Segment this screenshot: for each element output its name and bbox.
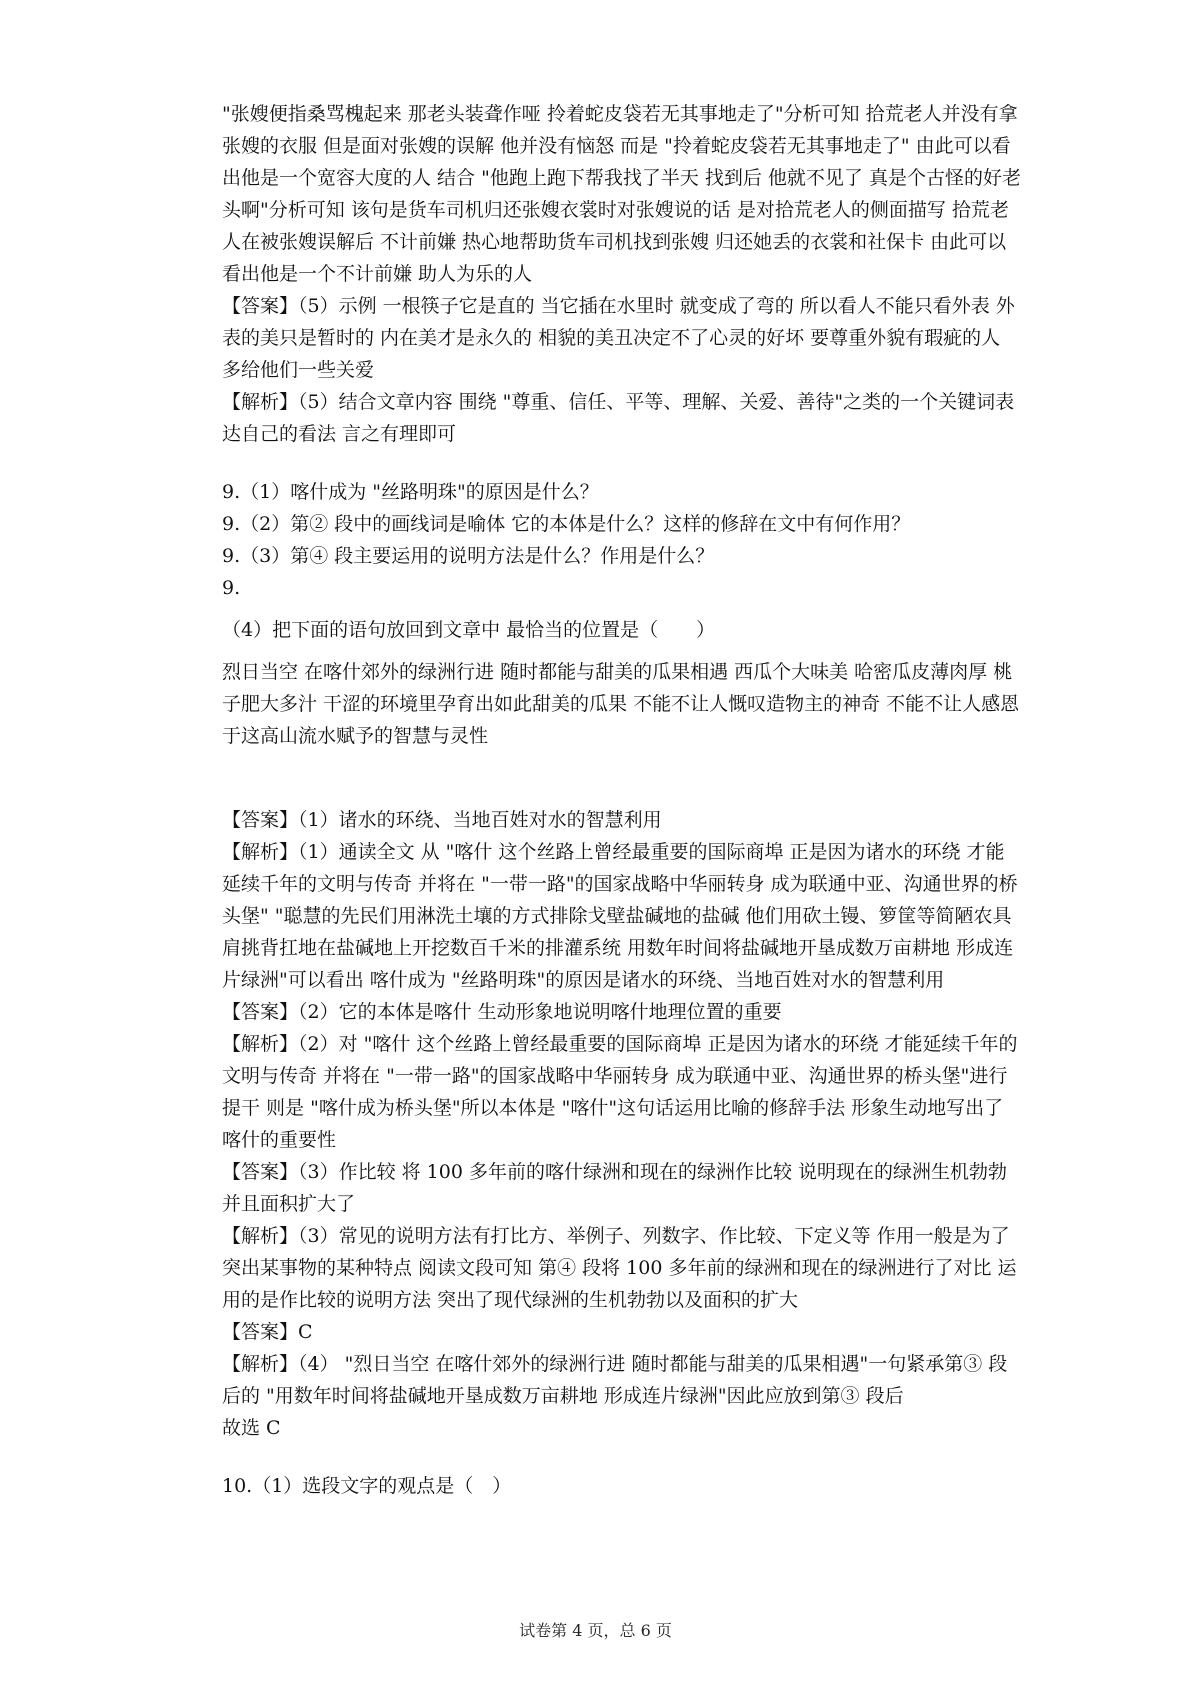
spacer bbox=[222, 450, 1022, 476]
answer-9-2: 【答案】（2）它的本体是喀什 生动形象地说明喀什地理位置的重要 bbox=[222, 1001, 782, 1023]
analysis-9-3: 【解析】（3）常见的说明方法有打比方、举例子、列数字、作比较、下定义等 作用一般是为了突出某事物的某种特点 阅读文段可知 第④ 段将 100 多年前的绿洲和现在的绿洲进行了对比 运用的是作比较的说明方法 突出了现代绿洲的生机勃勃以及面积的扩大 bbox=[222, 1225, 1017, 1311]
question-9-3: 9.（3）第④ 段主要运用的说明方法是什么？作用是什么？ bbox=[222, 545, 715, 567]
page-footer: 试卷第 4 页，总 6 页 bbox=[519, 1621, 672, 1640]
answer-9-1: 【答案】（1）诸水的环绕、当地百姓对水的智慧利用 bbox=[222, 809, 662, 831]
analysis-paragraph-1: "张嫂便指桑骂槐起来 那老头装聋作哑 拎着蛇皮袋若无其事地走了"分析可知 拾荒老人并没有拿张嫂的衣服 但是面对张嫂的误解 他并没有恼怒 而是 "拎着蛇皮袋若无其事地走了" 由此可以看出他是一个宽容大度的人 结合 "他跑上跑下帮我找了半天 找到后 他就不见了 真是个古怪的好老头啊"分析可知 该句是货车司机归还张嫂衣裳时对张嫂说的话 是对拾荒老人的侧面描写 拾荒老人在被张嫂误解后 不计前嫌 热心地帮助货车司机找到张嫂 归还她丢的衣裳和社保卡 由此可以看出他是一个不计前嫌 助人为乐的人 bbox=[222, 103, 1021, 285]
question-9-2: 9.（2）第② 段中的画线词是喻体 它的本体是什么？这样的修辞在文中有何作用？ bbox=[222, 513, 911, 535]
spacer bbox=[222, 604, 1022, 614]
question-9-4-prompt: （4）把下面的语句放回到文章中 最恰当的位置是（ ） bbox=[222, 619, 716, 641]
question-9-1: 9.（1）喀什成为 "丝路明珠"的原因是什么？ bbox=[222, 481, 599, 503]
spacer bbox=[222, 646, 1022, 656]
answer-9-3: 【答案】（3）作比较 将 100 多年前的喀什绿洲和现在的绿洲作比较 说明现在的绿洲生机勃勃并且面积扩大了 bbox=[222, 1161, 1008, 1215]
answer-5: 【答案】（5）示例 一根筷子它是直的 当它插在水里时 就变成了弯的 所以看人不能只看外表 外表的美只是暂时的 内在美才是永久的 相貌的美丑决定不了心灵的好坏 要尊重外貌有瑕疵的人 多给他们一些关爱 bbox=[222, 295, 1015, 381]
question-9-4-sentence: 烈日当空 在喀什郊外的绿洲行进 随时都能与甜美的瓜果相遇 西瓜个大味美 哈密瓜皮薄肉厚 桃子肥大多汁 干涩的环境里孕育出如此甜美的瓜果 不能不让人慨叹造物主的神奇 不能不让人感恩于这高山流水赋予的智慧与灵性 bbox=[222, 661, 1020, 747]
question-9-number: 9. bbox=[222, 577, 241, 599]
question-10-1: 10.（1）选段文字的观点是（ ） bbox=[222, 1475, 512, 1497]
analysis-9-1: 【解析】（1）通读全文 从 "喀什 这个丝路上曾经最重要的国际商埠 正是因为诸水的环绕 才能延续千年的文明与传奇 并将在 "一带一路"的国家战略中华丽转身 成为联通中亚、沟通世界的桥头堡" "聪慧的先民们用淋洗土壤的方式排除戈壁盐碱地的盐碱 他们用砍土镘、箩筐等简陋农具 肩挑背扛地在盐碱地上开挖数百千米的排灌系统 用数年时间将盐碱地开垦成数万亩耕地 形成连片绿洲"可以看出 喀什成为 "丝路明珠"的原因是诸水的环绕、当地百姓对水的智慧利用 bbox=[222, 841, 1018, 991]
analysis-9-4: 【解析】（4） "烈日当空 在喀什郊外的绿洲行进 随时都能与甜美的瓜果相遇"一句紧承第③ 段后的 "用数年时间将盐碱地开垦成数万亩耕地 形成连片绿洲"因此应放到第③ 段后 bbox=[222, 1353, 1008, 1407]
document-body bbox=[222, 98, 1022, 1502]
answer-9-4: 【答案】C bbox=[222, 1321, 313, 1343]
analysis-5: 【解析】（5）结合文章内容 围绕 "尊重、信任、平等、理解、关爱、善待"之类的一个关键词表达自己的看法 言之有理即可 bbox=[222, 391, 1015, 445]
final-choice: 故选 C bbox=[222, 1417, 281, 1439]
spacer bbox=[222, 1444, 1022, 1470]
analysis-9-2: 【解析】（2）对 "喀什 这个丝路上曾经最重要的国际商埠 正是因为诸水的环绕 才能延续千年的文明与传奇 并将在 "一带一路"的国家战略中华丽转身 成为联通中亚、沟通世界的桥头堡"进行提干 则是 "喀什成为桥头堡"所以本体是 "喀什"这句话运用比喻的修辞手法 形象生动地写出了喀什的重要性 bbox=[222, 1033, 1018, 1151]
spacer bbox=[222, 752, 1022, 804]
